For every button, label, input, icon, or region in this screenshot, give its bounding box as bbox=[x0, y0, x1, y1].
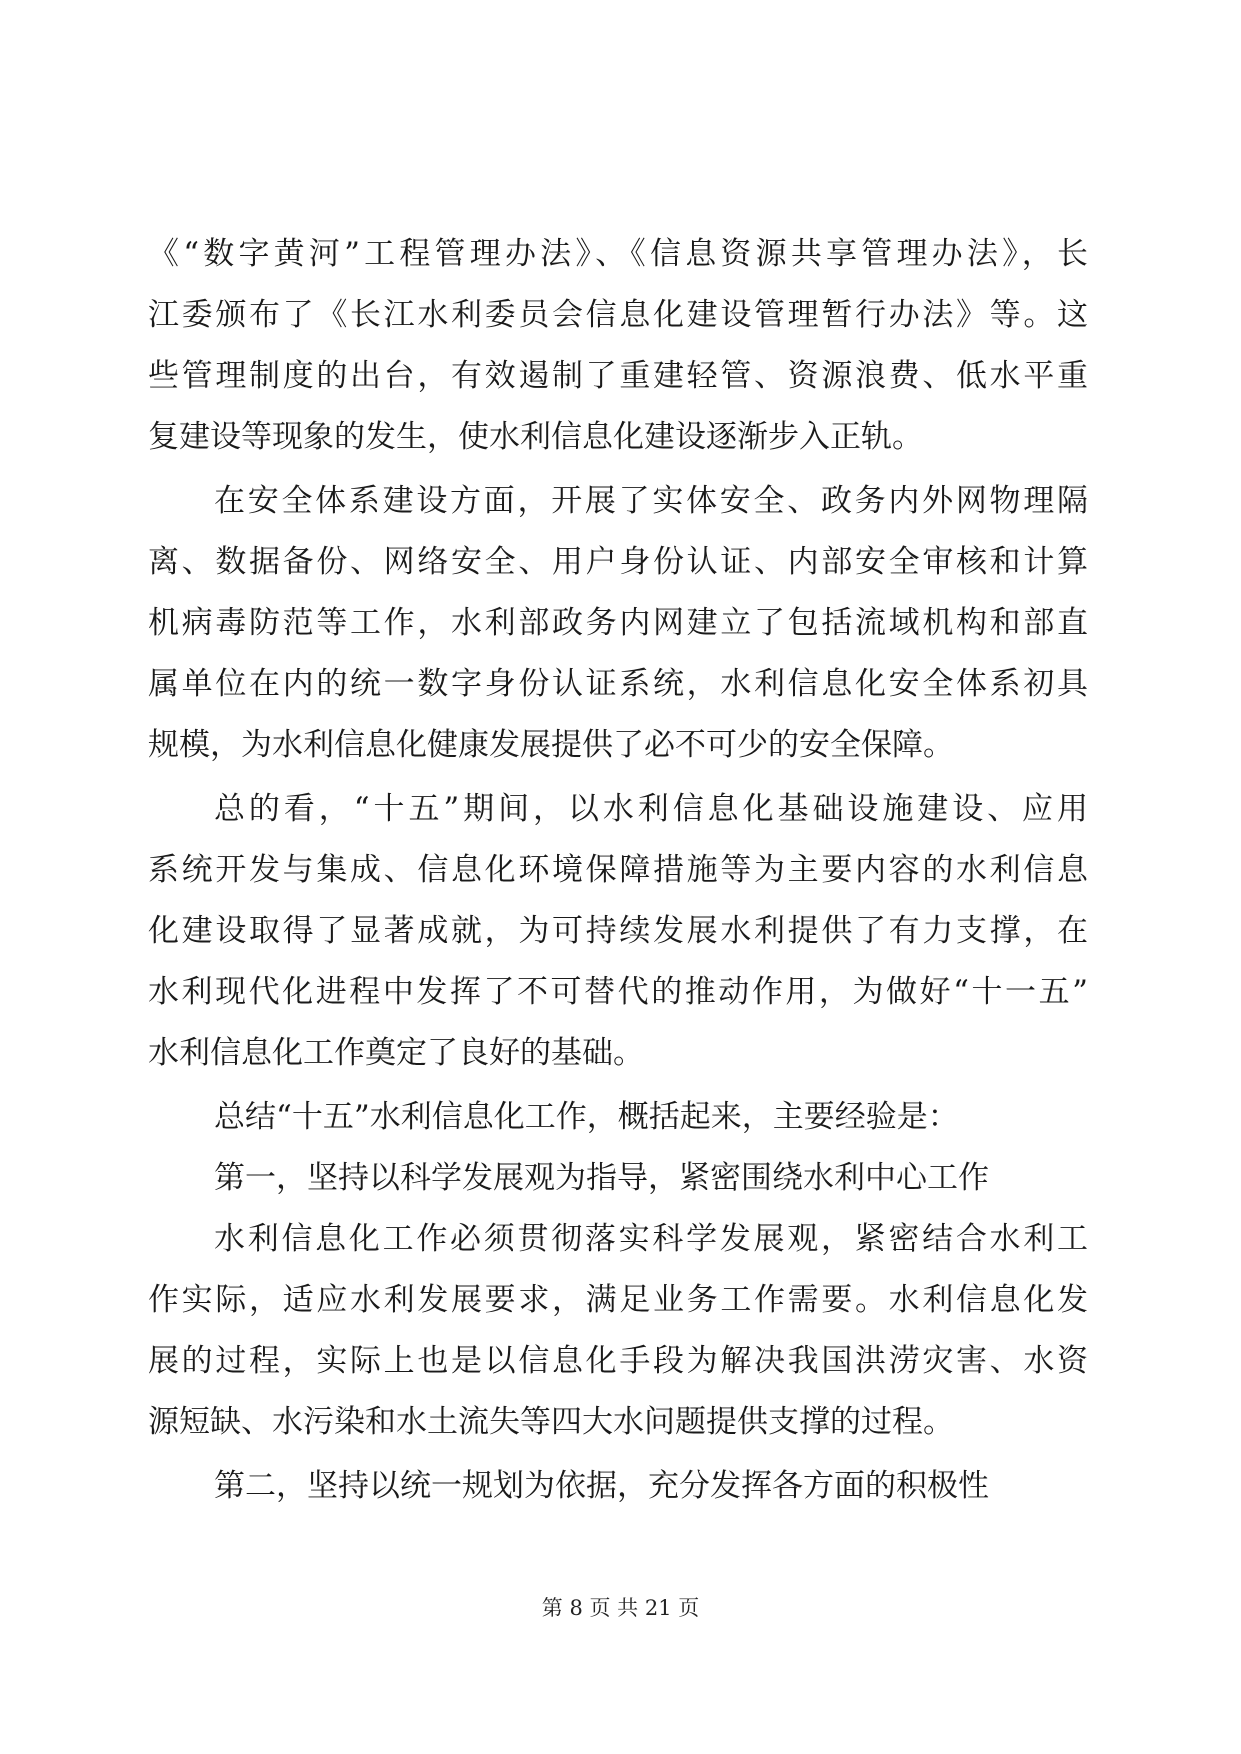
text-line: 化建设取得了显著成就，为可持续发展水利提供了有力支撑，在 bbox=[148, 913, 1088, 949]
text-line: 第二，坚持以统一规划为依据，充分发挥各方面的积极性 bbox=[214, 1468, 989, 1504]
text-line: 作实际，适应水利发展要求，满足业务工作需要。水利信息化发 bbox=[148, 1282, 1088, 1318]
text-line: 展的过程，实际上也是以信息化手段为解决我国洪涝灾害、水资 bbox=[148, 1343, 1088, 1379]
page-number-footer: 第 8 页 共 21 页 bbox=[541, 1596, 700, 1620]
section-heading bbox=[148, 1148, 1088, 1209]
text-line: 水利现代化进程中发挥了不可替代的推动作用，为做好“十一五” bbox=[148, 974, 1088, 1010]
paragraph bbox=[148, 471, 1088, 776]
text-line: 总的看，“十五”期间，以水利信息化基础设施建设、应用 bbox=[214, 791, 1088, 827]
text-line: 第一，坚持以科学发展观为指导，紧密围绕水利中心工作 bbox=[214, 1160, 989, 1196]
document-body bbox=[148, 224, 1088, 1517]
text-line: 些管理制度的出台，有效遏制了重建轻管、资源浪费、低水平重 bbox=[148, 358, 1088, 394]
text-line: 机病毒防范等工作，水利部政务内网建立了包括流域机构和部直 bbox=[148, 605, 1088, 641]
paragraph bbox=[148, 224, 1088, 468]
paragraph bbox=[148, 1087, 1088, 1148]
text-line: 源短缺、水污染和水土流失等四大水问题提供支撑的过程。 bbox=[148, 1404, 954, 1440]
text-line: 水利信息化工作奠定了良好的基础。 bbox=[148, 1035, 644, 1071]
text-line: 离、数据备份、网络安全、用户身份认证、内部安全审核和计算 bbox=[148, 544, 1088, 580]
text-line: 江委颁布了《长江水利委员会信息化建设管理暂行办法》等。这 bbox=[148, 297, 1088, 333]
text-line: 总结“十五”水利信息化工作，概括起来，主要经验是： bbox=[214, 1099, 959, 1135]
section-heading bbox=[148, 1456, 1088, 1517]
text-line: 系统开发与集成、信息化环境保障措施等为主要内容的水利信息 bbox=[148, 852, 1088, 888]
text-line: 在安全体系建设方面，开展了实体安全、政务内外网物理隔 bbox=[214, 483, 1088, 519]
text-line: 复建设等现象的发生，使水利信息化建设逐渐步入正轨。 bbox=[148, 419, 923, 455]
paragraph bbox=[148, 779, 1088, 1084]
paragraph bbox=[148, 1209, 1088, 1453]
text-line: 属单位在内的统一数字身份认证系统，水利信息化安全体系初具 bbox=[148, 666, 1088, 702]
text-line: 《“数字黄河”工程管理办法》、《信息资源共享管理办法》，长 bbox=[148, 236, 1088, 272]
text-line: 规模，为水利信息化健康发展提供了必不可少的安全保障。 bbox=[148, 727, 954, 763]
text-line: 水利信息化工作必须贯彻落实科学发展观，紧密结合水利工 bbox=[214, 1221, 1088, 1257]
